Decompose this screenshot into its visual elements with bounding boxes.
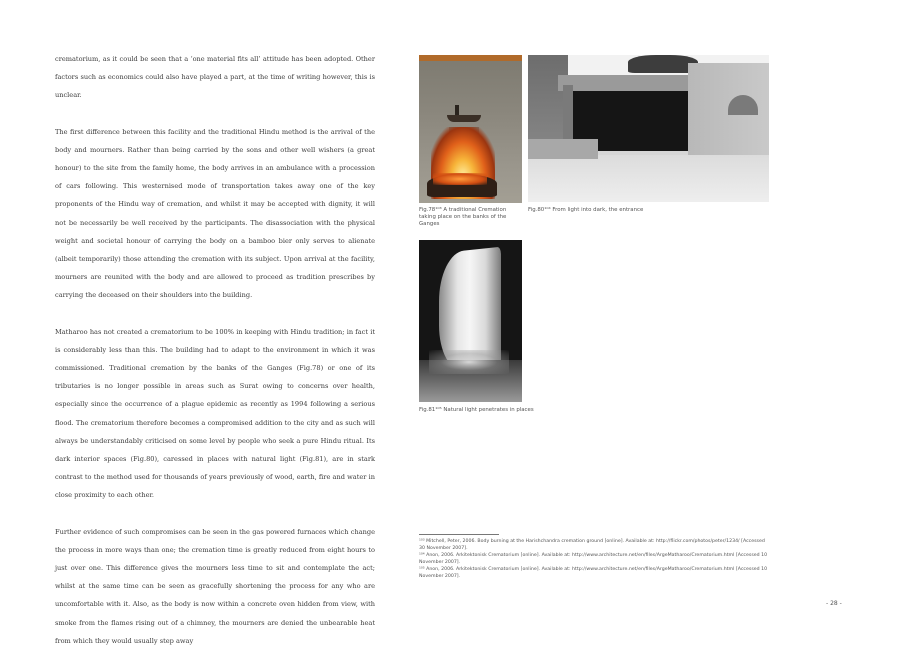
- fig78-caption: Fig.78¹⁰³ A traditional Cremation taking place on the banks of the Ganges: [419, 207, 507, 227]
- fig80-caption: Fig.80¹⁰⁴ From light into dark, the entrance: [528, 207, 644, 213]
- fig81-caption: Fig.81¹⁰⁵ Natural light penetrates in places: [419, 407, 534, 413]
- footnote-104: ¹⁰⁴ Anon, 2006. Arkitektonisk Crematorium [online]. Available at: http://www.architecture.net/en/files/ArgeMatharoo/Crematorium.html [Accessed 10 November 2007].: [419, 553, 768, 565]
- page-number: - 28 -: [826, 600, 842, 607]
- photo-ganges-cremation: [419, 55, 522, 203]
- footnote-103: ¹⁰³ Mitchell, Peter, 2006. Body burning at the Harishchandra cremation ground [online]. Available at: http://flickr.com/photos/peter/1234/ [Accessed 30 November 2007].: [419, 539, 765, 551]
- paragraph-1: crematorium, as it could be seen that a ‘one material fits all’ attitude has been adopted. Other factors such as economics could also have played a part, at the time of writing however, this is unclear.: [55, 55, 375, 100]
- footnote-105: ¹⁰⁵ Anon, 2006. Arkitektonisk Crematorium [online]. Available at: http://www.architecture.net/en/files/ArgeMatharoo/Crematorium.html [Accessed 10 November 2007].: [419, 567, 768, 579]
- photo-crematorium-entrance: [528, 55, 769, 202]
- paragraph-2: The first difference between this facility and the traditional Hindu method is the arrival of the body and mourners. Rather than being carried by the sons and other well wishers (a great honour) to the site from the family home, the body arrives in an ambulance with a procession of cars following. This westernised mode of transportation takes away one of the key proponents of the Hindu way of cremation, and whilst it may be accepted with dignity, it will not be necessarily be well received by the participants. The disassociation with the physical weight and societal honour of carrying the body on a bamboo bier only serves to alienate (albeit temporarily) those attending the cremation with its subject. Upon arrival at the facility, mourners are reunited with the body and are allowed to proceed as tradition prescribes by carrying the deceased on their shoulders into the building.: [55, 127, 375, 300]
- photo-interior-light: [419, 240, 522, 402]
- footnotes: [419, 539, 769, 582]
- body-text-column: [55, 50, 375, 668]
- paragraph-3: Matharoo has not created a crematorium to be 100% in keeping with Hindu tradition; in fact it is considerably less than this. The building had to adapt to the environment in which it was commissioned. Traditional cremation by the banks of the Ganges (Fig.78) or one of its tributaries is no longer possible in areas such as Surat owing to concerns over health, especially since the occurrence of a plague epidemic as recently as 1994 following a serious flood. The crematorium therefore becomes a compromised addition to the city and as such will always be understandably criticised on some level by people who seek a pure Hindu ritual. Its dark interior spaces (Fig.80), caressed in places with natural light (Fig.81), are in stark contrast to the method used for thousands of years previously of wood, earth, fire and water in close proximity to each other.: [55, 327, 375, 500]
- footnote-divider: [419, 534, 499, 535]
- paragraph-4: Further evidence of such compromises can be seen in the gas powered furnaces which change the process in more ways than one; the cremation time is greatly reduced from eight hours to just over one. This difference gives the mourners less time to sit and contemplate the act; whilst at the same time can be seen as gracefully shortening the process for any who are uncomfortable with it. Also, as the body is now within a concrete oven hidden from view, with smoke from the flames rising out of a chimney, the mourners are denied the unbearable heat from which they would usually step away: [55, 527, 375, 645]
